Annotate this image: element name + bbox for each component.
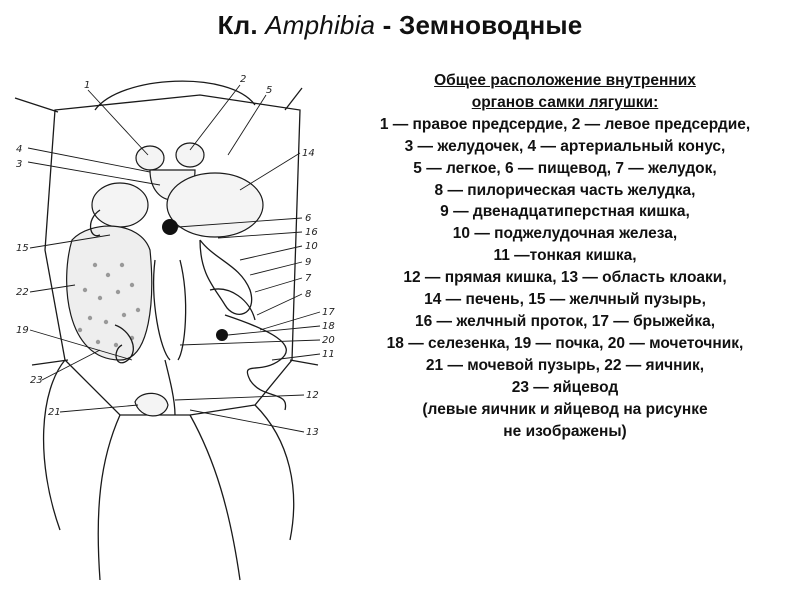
legend-item: 12 — прямая кишка, 13 — область клоаки, — [403, 269, 727, 287]
legend-item: 14 — печень, 15 — желчный пузырь, — [424, 291, 706, 309]
legend-item: 3 — желудочек, 4 — артериальный конус, — [404, 137, 726, 155]
figure-label-21: 21 — [48, 407, 61, 418]
legend-text — [330, 70, 800, 442]
title-latin: Amphibia — [265, 10, 376, 40]
frog-anatomy-drawing — [0, 60, 345, 600]
figure-label-9: 9 — [305, 257, 312, 268]
title-prefix: Кл. — [217, 10, 258, 40]
figure-label-8: 8 — [305, 289, 312, 300]
figure-label-23: 23 — [30, 375, 43, 386]
title-dash: - — [382, 10, 392, 40]
figure-label-11: 11 — [322, 349, 335, 360]
frog-anatomy-diagram — [0, 60, 345, 600]
legend-item: 9 — двенадцатиперстная кишка, — [440, 203, 690, 221]
right-atrium — [136, 146, 164, 170]
legend-item: 16 — желчный проток, 17 — брыжейка, — [414, 312, 716, 330]
legend-note: (левые яичник и яйцевод на рисунке — [422, 400, 708, 418]
legend-item: 1 — правое предсердие, 2 — левое предсердие, — [379, 115, 751, 133]
figure-label-17: 17 — [322, 307, 335, 318]
urinary-bladder — [135, 393, 168, 416]
figure-label-12: 12 — [306, 390, 319, 401]
figure-label-7: 7 — [305, 273, 312, 284]
left-leg-outline — [44, 360, 120, 580]
figure-label-19: 19 — [16, 325, 29, 336]
legend-note: не изображены) — [503, 422, 627, 440]
duodenum — [210, 289, 255, 320]
figure-label-20: 20 — [322, 335, 335, 346]
figure-label-6: 6 — [305, 213, 312, 224]
figure-label-22: 22 — [16, 287, 29, 298]
pin-top-right — [285, 88, 302, 110]
esophagus — [162, 219, 178, 235]
legend-item: 18 — селезенка, 19 — почка, 20 — мочеточник, — [386, 334, 744, 352]
page-title — [0, 10, 800, 41]
figure-label-2: 2 — [240, 74, 247, 85]
figure-label-13: 13 — [306, 427, 319, 438]
figure-labels — [16, 74, 335, 438]
head-outline — [95, 81, 255, 110]
figure-label-5: 5 — [266, 85, 273, 96]
legend-item: 8 — пилорическая часть желудка, — [434, 181, 696, 199]
figure-label-16: 16 — [305, 227, 318, 238]
figure-label-10: 10 — [305, 241, 318, 252]
title-russian: Земноводные — [398, 10, 583, 40]
legend-item: 21 — мочевой пузырь, 22 — яичник, — [425, 356, 705, 374]
figure-label-3: 3 — [16, 159, 23, 170]
figure-label-18: 18 — [322, 321, 335, 332]
legend-item: 10 — поджелудочная железа, — [452, 225, 678, 243]
figure-label-1: 1 — [84, 80, 91, 91]
pin-bottom-right — [290, 360, 318, 365]
legend-item: 23 — яйцевод — [511, 378, 619, 396]
left-atrium — [176, 143, 204, 167]
legend-heading-line-1: Общее расположение внутренних — [434, 72, 696, 89]
stomach — [200, 240, 252, 314]
spleen — [216, 329, 228, 341]
figure-label-14: 14 — [302, 148, 315, 159]
ovary — [67, 226, 152, 360]
figure-label-4: 4 — [16, 144, 23, 155]
lung-right — [92, 183, 148, 227]
legend-item: 5 — легкое, 6 — пищевод, 7 — желудок, — [413, 159, 717, 177]
figure-label-15: 15 — [16, 243, 29, 254]
right-leg-outline — [190, 405, 294, 580]
legend-heading-line-2: органов самки лягушки: — [471, 93, 659, 111]
pin-top-left — [15, 98, 58, 112]
legend-item: 11 —тонкая кишка, — [493, 247, 637, 265]
liver — [167, 173, 263, 237]
